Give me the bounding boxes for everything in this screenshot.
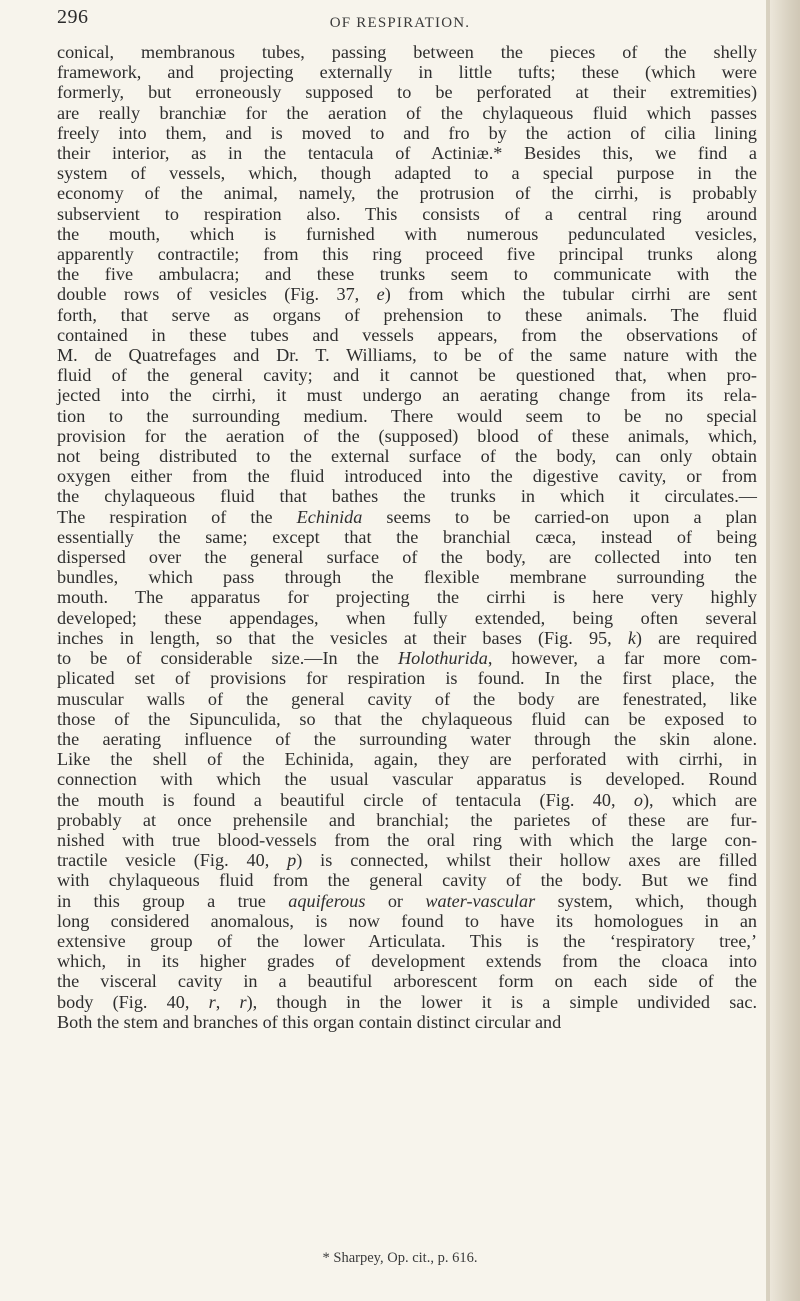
text-line: Both the stem and branches of this organ contain distinct circular and bbox=[57, 1011, 562, 1032]
text-line: to be of considerable size.—In the Holothurida, however, a far more com- bbox=[57, 648, 758, 669]
text-line: double rows of vesicles (Fig. 37, e) from which the tubular cirrhi are sent bbox=[57, 284, 757, 305]
text-line: forth, that serve as organs of prehension to these animals. The fluid bbox=[57, 304, 757, 325]
text-line: developed; these appendages, when fully extended, being often several bbox=[57, 607, 757, 628]
text-line: freely into them, and is moved to and fro by the action of cilia lining bbox=[57, 122, 757, 143]
text-line: probably at once prehensile and branchial; the parietes of these are fur- bbox=[57, 809, 757, 830]
text-line: the chylaqueous fluid that bathes the trunks in which it circulates.— bbox=[57, 486, 757, 507]
text-line: their interior, as in the tentacula of Actiniæ.* Besides this, we find a bbox=[57, 143, 757, 164]
text-line: The respiration of the Echinida seems to be carried-on upon a plan bbox=[57, 506, 757, 527]
text-line: essentially the same; except that the branchial cæca, instead of being bbox=[57, 526, 757, 547]
text-line: long considered anomalous, is now found to have its homologues in an bbox=[57, 910, 757, 931]
text-line: which, in its higher grades of development extends from the cloaca into bbox=[57, 951, 757, 972]
text-line: the mouth is found a beautiful circle of tentacula (Fig. 40, o), which are bbox=[57, 789, 757, 810]
text-line: the five ambulacra; and these trunks seem to communicate with the bbox=[57, 264, 757, 285]
text-line: plicated set of provisions for respiration is found. In the first place, the bbox=[57, 668, 757, 689]
text-line: dispersed over the general surface of the body, are collected into ten bbox=[57, 547, 757, 568]
text-line: contained in these tubes and vessels appears, from the observations of bbox=[57, 324, 757, 345]
page-number: 296 bbox=[57, 6, 89, 28]
text-line: subservient to respiration also. This consists of a central ring around bbox=[57, 203, 757, 224]
text-line: mouth. The apparatus for projecting the cirrhi is here very highly bbox=[57, 587, 757, 608]
text-line: body (Fig. 40, r, r), though in the lower it is a simple undivided sac. bbox=[57, 991, 757, 1012]
body-paragraph bbox=[57, 42, 757, 1032]
text-line: those of the Sipunculida, so that the chylaqueous fluid can be exposed to bbox=[57, 708, 757, 729]
text-line: provision for the aeration of the (supposed) blood of these animals, which, bbox=[57, 425, 757, 446]
text-line: oxygen either from the fluid introduced into the digestive cavity, or from bbox=[57, 466, 757, 487]
text-line: Like the shell of the Echinida, again, they are perforated with cirrhi, in bbox=[57, 749, 757, 770]
text-line: bundles, which pass through the flexible membrane surrounding the bbox=[57, 567, 757, 588]
page-gutter-shadow bbox=[766, 0, 770, 1301]
text-line: are really branchiæ for the aeration of the chylaqueous fluid which passes bbox=[57, 102, 757, 123]
text-line: apparently contractile; from this ring proceed five principal trunks along bbox=[57, 244, 757, 265]
text-line: M. de Quatrefages and Dr. T. Williams, to be of the same nature with the bbox=[57, 345, 757, 366]
text-line: with chylaqueous fluid from the general cavity of the body. But we find bbox=[57, 870, 757, 891]
text-line: the mouth, which is furnished with numerous pedunculated vesicles, bbox=[57, 223, 757, 244]
text-line: in this group a true aquiferous or water-vascular system, which, though bbox=[57, 890, 757, 911]
text-line: system of vessels, which, though adapted to a special purpose in the bbox=[57, 163, 757, 184]
text-line: not being distributed to the external surface of the body, can only obtain bbox=[57, 446, 757, 467]
text-line: framework, and projecting externally in little tufts; these (which were bbox=[57, 62, 757, 83]
text-line: the aerating influence of the surrounding water through the skin alone. bbox=[57, 728, 757, 749]
running-head: OF RESPIRATION. bbox=[329, 15, 471, 31]
text-line: the visceral cavity in a beautiful arborescent form on each side of the bbox=[57, 971, 757, 992]
text-line: extensive group of the lower Articulata. This is the ‘respiratory tree,’ bbox=[57, 930, 757, 951]
text-line: tion to the surrounding medium. There would seem to be no special bbox=[57, 405, 757, 426]
text-line: muscular walls of the general cavity of the body are fenestrated, like bbox=[57, 688, 757, 709]
text-line: conical, membranous tubes, passing between the pieces of the shelly bbox=[57, 42, 757, 62]
text-line: jected into the cirrhi, it must undergo an aerating change from its rela- bbox=[57, 385, 757, 406]
text-line: connection with which the usual vascular apparatus is developed. Round bbox=[57, 769, 757, 790]
text-line: nished with true blood-vessels from the oral ring with which the large con- bbox=[57, 829, 757, 850]
text-line: formerly, but erroneously supposed to be perforated at their extremities) bbox=[57, 82, 757, 103]
text-line: tractile vesicle (Fig. 40, p) is connected, whilst their hollow axes are filled bbox=[57, 850, 757, 871]
text-line: inches in length, so that the vesicles at their bases (Fig. 95, k) are required bbox=[57, 627, 757, 648]
text-line: fluid of the general cavity; and it cannot be questioned that, when pro- bbox=[57, 365, 757, 386]
page-edge bbox=[766, 0, 800, 1301]
text-line: economy of the animal, namely, the protrusion of the cirrhi, is probably bbox=[57, 183, 757, 204]
footnote: * Sharpey, Op. cit., p. 616. bbox=[322, 1250, 478, 1266]
